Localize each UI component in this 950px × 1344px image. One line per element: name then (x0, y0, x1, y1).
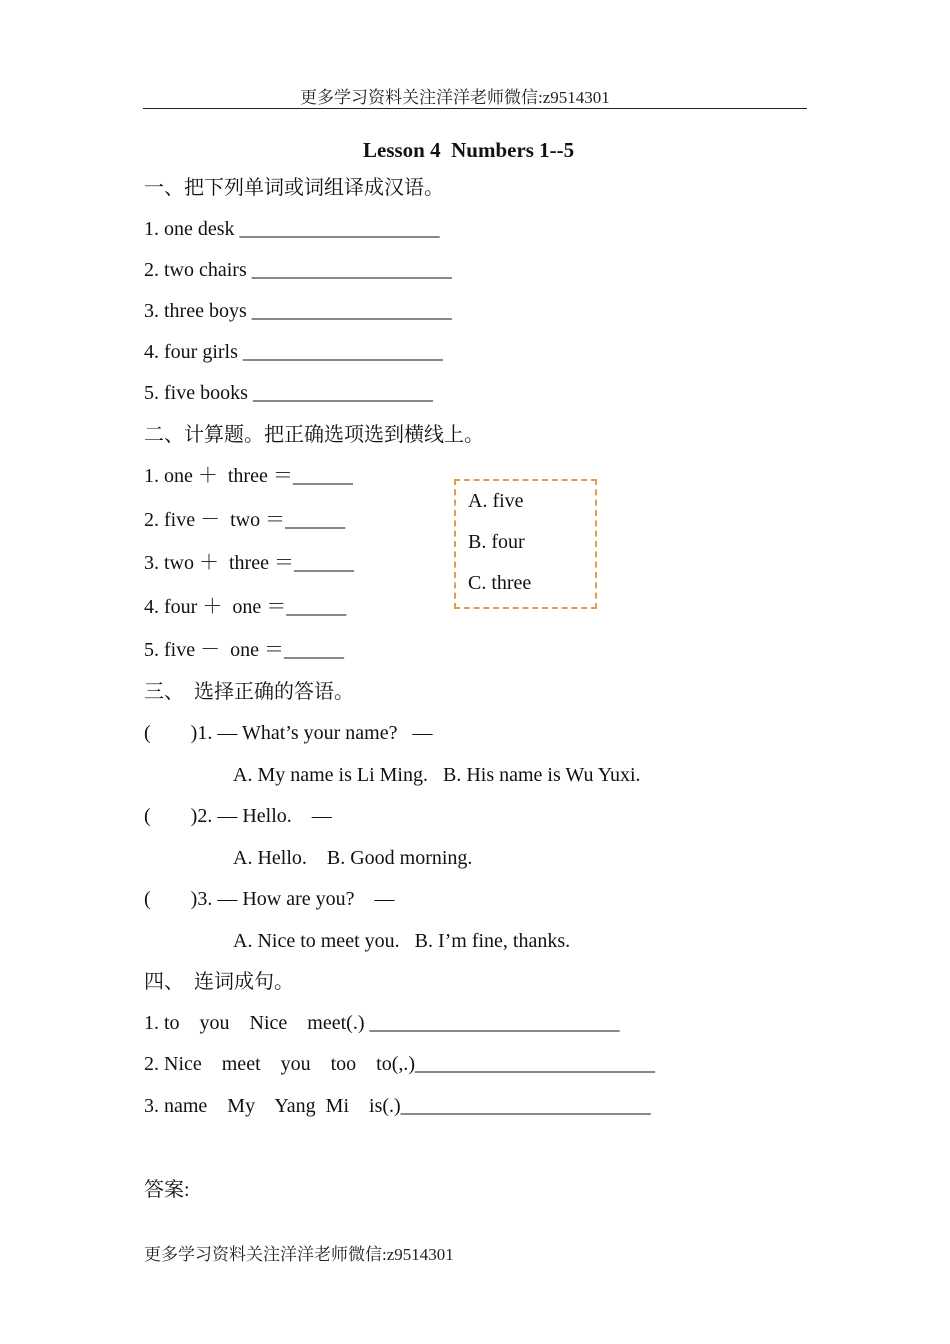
question-choices: A. Hello. B. Good morning. (233, 847, 473, 869)
section3-heading: 三、 选择正确的答语。 (144, 681, 354, 703)
section1-item: 5. five books __________________ (144, 382, 433, 404)
section1-item: 4. four girls ____________________ (144, 341, 443, 363)
page-title: Lesson 4 Numbers 1--5 (363, 138, 575, 162)
section4-item: 1. to you Nice meet(.) _________________________ (144, 1012, 620, 1034)
section2-item: 1. one ＋ three ＝______ (144, 465, 353, 487)
section4-heading: 四、 连词成句。 (144, 971, 294, 993)
option-a: A. five (468, 490, 524, 512)
section2-item: 2. five － two ＝______ (144, 509, 346, 531)
question-choices: A. Nice to meet you. B. I’m fine, thanks. (233, 930, 571, 952)
section2-item: 3. two ＋ three ＝______ (144, 552, 354, 574)
answer-label: 答案: (144, 1179, 190, 1201)
section1-item: 3. three boys ____________________ (144, 300, 452, 322)
section4-item: 3. name My Yang Mi is(.)_________________________ (144, 1095, 651, 1117)
section2-heading: 二、计算题。把正确选项选到横线上。 (144, 424, 484, 446)
question-stem: ( )2. — Hello. — (144, 805, 332, 827)
option-c: C. three (468, 572, 532, 594)
section1-heading: 一、把下列单词或词组译成汉语。 (144, 177, 444, 199)
section1-item: 2. two chairs ____________________ (144, 259, 452, 281)
footer-text: 更多学习资料关注洋洋老师微信:z9514301 (144, 1245, 454, 1264)
header-text: 更多学习资料关注洋洋老师微信:z9514301 (300, 88, 610, 107)
section2-item: 4. four ＋ one ＝______ (144, 596, 347, 618)
section2-item: 5. five － one ＝______ (144, 639, 344, 661)
options-box (454, 479, 597, 609)
section4-item: 2. Nice meet you too to(,.)________________________ (144, 1053, 656, 1075)
question-choices: A. My name is Li Ming. B. His name is Wu Yuxi. (233, 764, 641, 786)
header-rule (143, 108, 807, 109)
question-stem: ( )1. — What’s your name? — (144, 722, 433, 744)
question-stem: ( )3. — How are you? — (144, 888, 395, 910)
section1-item: 1. one desk ____________________ (144, 218, 440, 240)
option-b: B. four (468, 531, 525, 553)
